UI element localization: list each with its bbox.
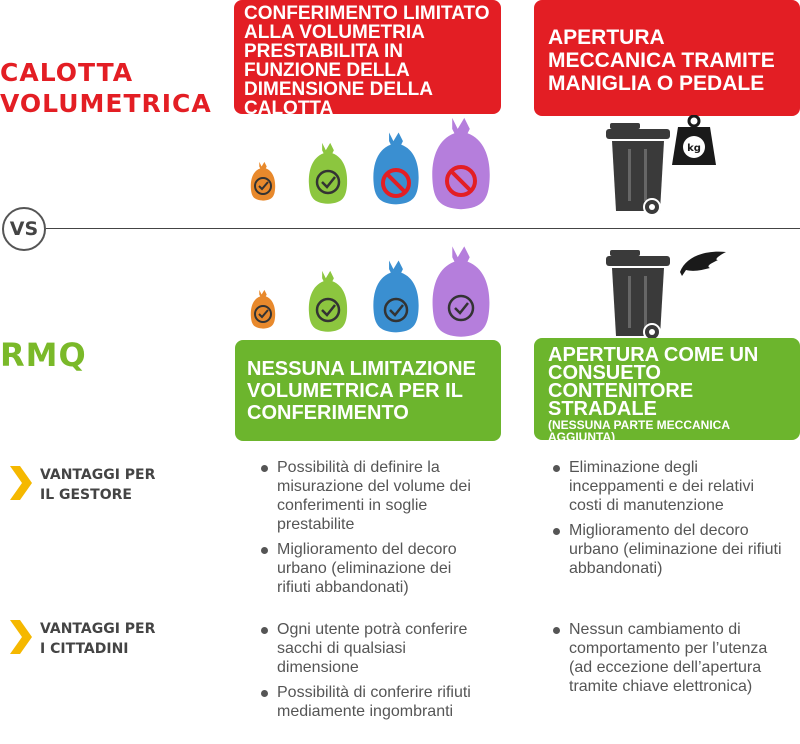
list-item: Possibilità di definire la misurazione del volume dei conferimenti in soglie prestabilite <box>260 458 488 534</box>
bag-medium-ok-icon <box>298 268 358 334</box>
calotta-title <box>0 57 212 119</box>
calotta-limit-text: CONFERIMENTO LIMITATO ALLA VOLUMETRIA PRESTABILITA IN FUNZIONE DELLA DIMENSIONE DELLA CALOTTA <box>244 3 490 119</box>
chevron-right-icon <box>10 466 32 500</box>
calotta-title-line2: VOLUMETRICA <box>0 89 212 118</box>
rmq-opening-note: (NESSUNA PARTE MECCANICA AGGIUNTA) <box>548 418 730 444</box>
calotta-opening-text: APERTURA MECCANICA TRAMITE MANIGLIA O PEDALE <box>548 26 775 95</box>
rmq-opening-text: APERTURA COME UN CONSUETO CONTENITORE STRADALE <box>548 344 759 420</box>
calotta-limit-example: (ES. 40 LITRI) <box>244 118 322 132</box>
bag-small-ok-icon <box>244 288 282 330</box>
advantages-citizens-label-line1: VANTAGGI PER <box>40 621 156 637</box>
bin-with-feather-icon <box>606 246 730 342</box>
calotta-title-line1: CALOTTA <box>0 58 134 87</box>
advantages-operator-label-line2: IL GESTORE <box>40 487 132 503</box>
operator-benefits-rmq <box>260 458 488 603</box>
bag-large-ok-icon <box>370 252 422 340</box>
rmq-no-limit-text: NESSUNA LIMITAZIONE VOLUMETRICA PER IL CONFERIMENTO <box>247 358 476 424</box>
bin-with-weight-icon <box>606 115 718 218</box>
advantages-operator-label-line1: VANTAGGI PER <box>40 467 156 483</box>
list-item: Possibilità di conferire rifiuti mediamente ingombranti <box>260 683 480 721</box>
citizen-benefits-rmq <box>260 620 480 727</box>
list-item: Eliminazione degli inceppamenti e dei relativi costi di manutenzione <box>552 458 784 515</box>
citizen-benefits-rmq-bin <box>552 620 770 702</box>
chevron-right-icon <box>10 620 32 654</box>
list-item: Nessun cambiamento di comportamento per l’utenza (ad eccezione dell’apertura tramite chiave elettronica) <box>552 620 770 696</box>
vs-divider <box>46 228 800 229</box>
advantages-citizens-label-line2: I CITTADINI <box>40 641 129 657</box>
bag-medium-ok-icon <box>298 140 358 206</box>
rmq-title: RMQ <box>0 336 87 374</box>
rmq-opening-box <box>534 338 800 444</box>
weight-label: kg <box>687 143 701 154</box>
calotta-opening-box <box>534 0 800 116</box>
advantages-operator-label <box>40 465 155 505</box>
vs-badge: VS <box>2 207 46 251</box>
rmq-no-limit-box <box>235 340 501 441</box>
list-item: Miglioramento del decoro urbano (eliminazione dei rifiuti abbandonati) <box>552 521 784 578</box>
bag-large-blocked-icon <box>370 123 422 213</box>
list-item: Ogni utente potrà conferire sacchi di qualsiasi dimensione <box>260 620 480 677</box>
bag-xlarge-ok-icon <box>428 242 494 340</box>
operator-benefits-rmq-bin <box>552 458 784 584</box>
list-item: Miglioramento del decoro urbano (eliminazione dei rifiuti abbandonati) <box>260 540 488 597</box>
bag-small-ok-icon <box>244 160 282 202</box>
bag-xlarge-blocked-icon <box>428 113 494 213</box>
calotta-limit-box <box>234 0 501 132</box>
advantages-citizens-label <box>40 619 155 659</box>
